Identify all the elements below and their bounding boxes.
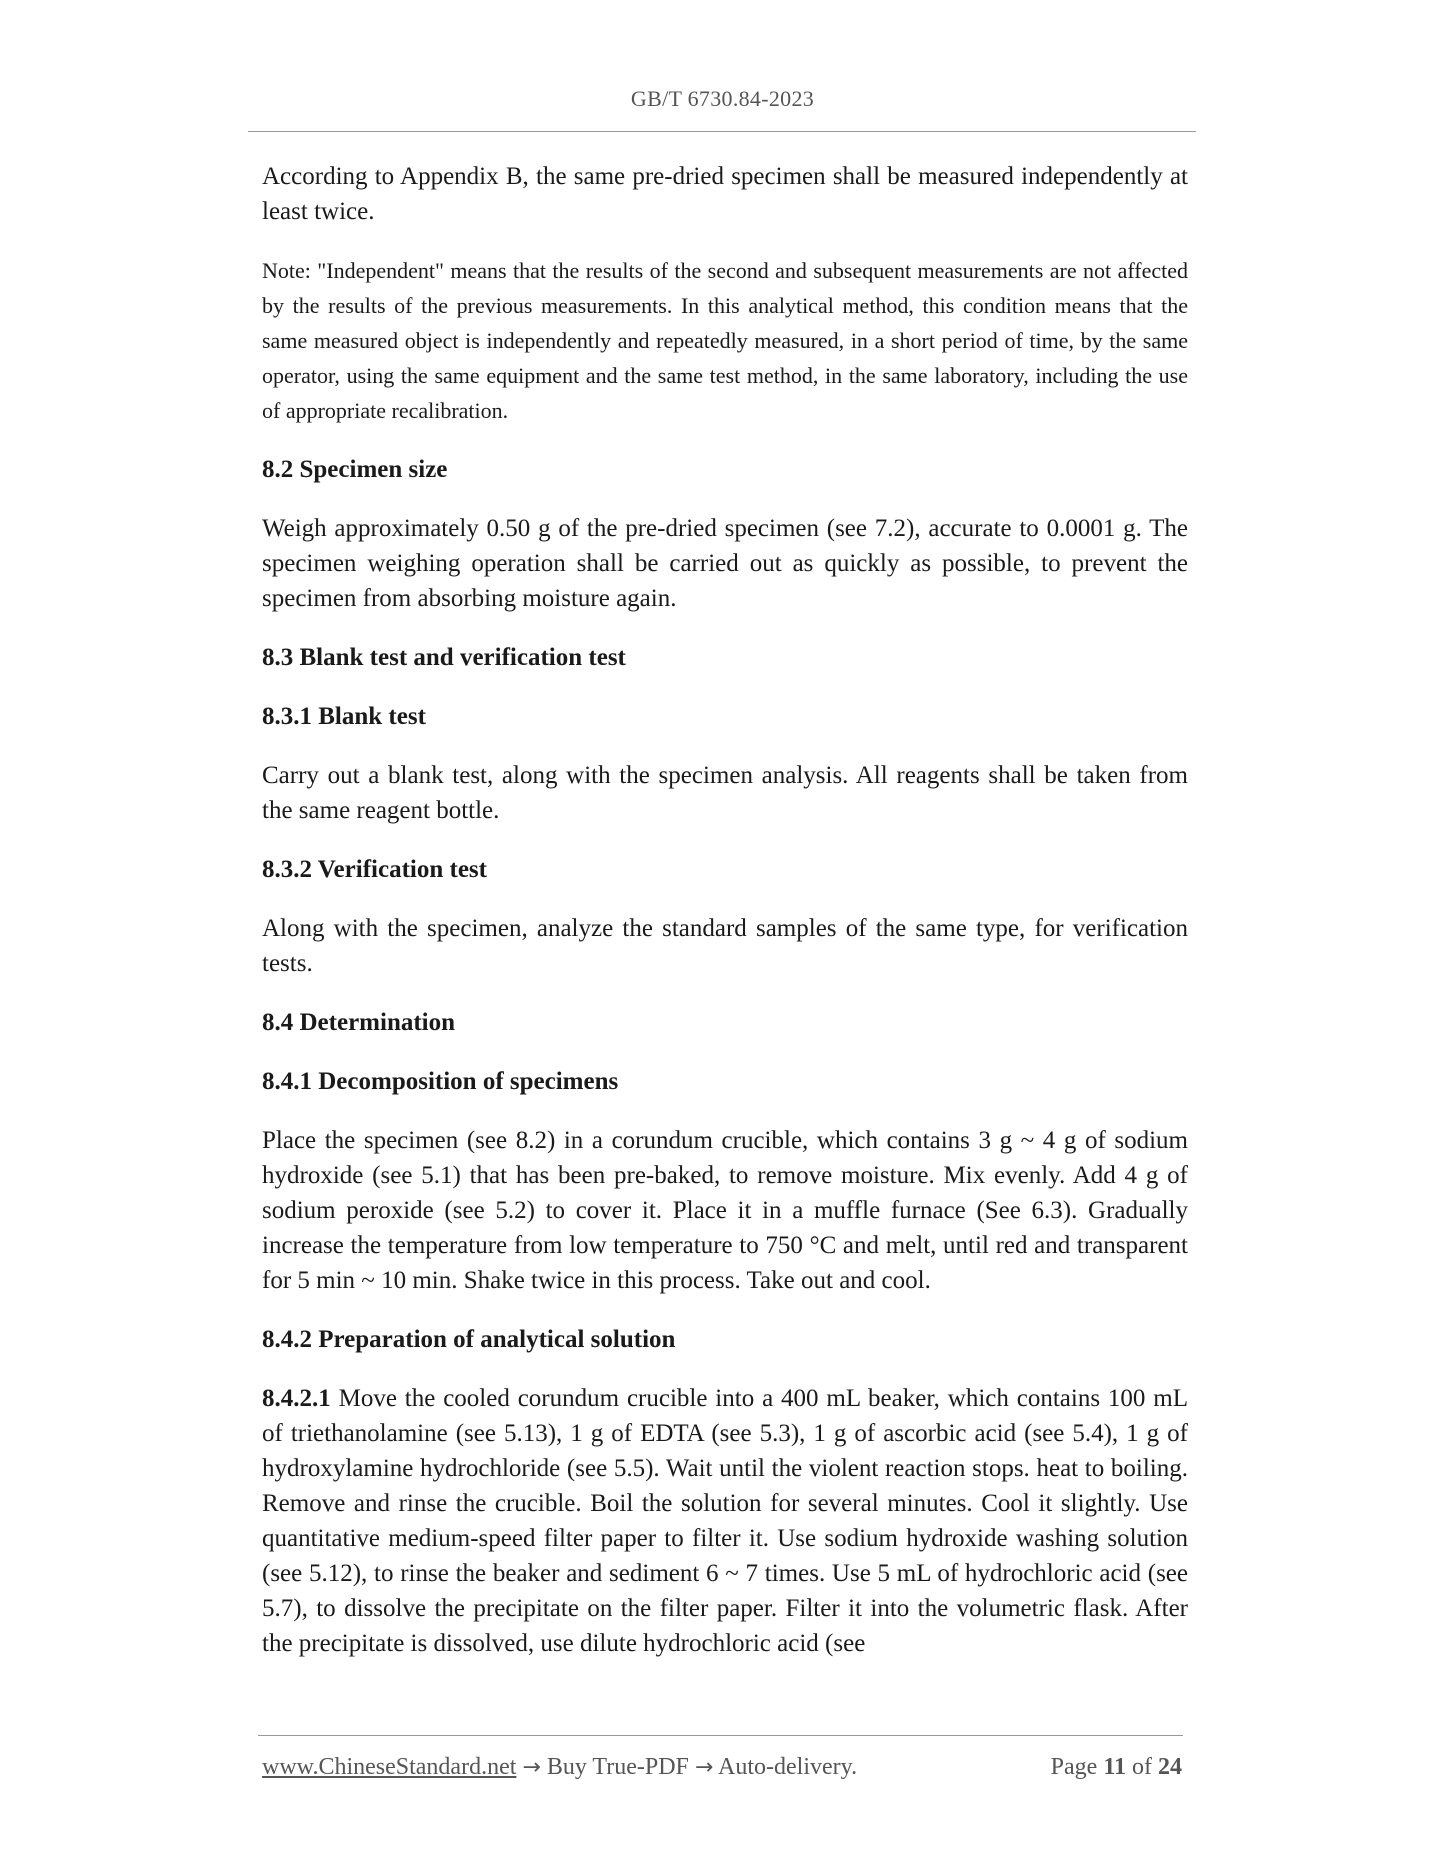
auto-delivery-text: Auto-delivery.: [713, 1754, 858, 1780]
page-indicator: [1051, 1754, 1182, 1781]
section-heading-8-3: 8.3 Blank test and verification test: [262, 644, 626, 671]
paragraph-8-3-1: Carry out a blank test, along with the specimen analysis. All reagents shall be taken from the same reagent bottle.: [262, 762, 1188, 824]
of-label: of: [1126, 1754, 1158, 1780]
note-paragraph: Note: "Independent" means that the results of the second and subsequent measurements are not affected by the results of the previous measurements. In this analytical method, this condition means that the same measured object is independently and repeatedly measured, in a short period of time, by the same operator, using the same equipment and the same test method, in the same laboratory, including the use of appropriate recalibration.: [262, 258, 1188, 423]
right-arrow-icon: →: [694, 1755, 714, 1780]
website-link[interactable]: www.ChineseStandard.net: [262, 1754, 517, 1780]
footer-promo: [262, 1754, 857, 1781]
current-page-number: 11: [1103, 1754, 1126, 1780]
clause-number-8-4-2-1: 8.4.2.1: [262, 1385, 331, 1412]
section-heading-8-3-1: 8.3.1 Blank test: [262, 703, 426, 730]
footer-divider: [258, 1735, 1183, 1736]
buy-true-pdf-text: Buy True-PDF: [540, 1754, 695, 1780]
page-footer: [262, 1754, 1182, 1786]
intro-paragraph: According to Appendix B, the same pre-dried specimen shall be measured independently at least twice.: [262, 163, 1188, 225]
paragraph-8-4-1: Place the specimen (see 8.2) in a corundum crucible, which contains 3 g ~ 4 g of sodium hydroxide (see 5.1) that has been pre-baked, to remove moisture. Mix evenly. Add 4 g of sodium peroxide (see 5.2) to cover it. Place it in a muffle furnace (See 6.3). Gradually increase the temperature from low temperature to 750 °C and melt, until red and transparent for 5 min ~ 10 min. Shake twice in this process. Take out and cool.: [262, 1127, 1188, 1294]
page-content: [262, 159, 1188, 1685]
document-header: GB/T 6730.84-2023: [630, 86, 815, 111]
paragraph-8-3-2: Along with the specimen, analyze the standard samples of the same type, for verification tests.: [262, 915, 1188, 977]
section-heading-8-2: 8.2 Specimen size: [262, 456, 448, 483]
section-heading-8-4-2: 8.4.2 Preparation of analytical solution: [262, 1326, 676, 1353]
page-label: Page: [1050, 1754, 1104, 1780]
section-heading-8-4: 8.4 Determination: [262, 1009, 456, 1036]
section-heading-8-3-2: 8.3.2 Verification test: [262, 856, 487, 883]
section-heading-8-4-1: 8.4.1 Decomposition of specimens: [262, 1068, 619, 1095]
header-divider: [248, 131, 1196, 132]
total-pages-number: 24: [1158, 1754, 1182, 1780]
clause-text-8-4-2-1: Move the cooled corundum crucible into a 400 mL beaker, which contains 100 mL of triethanolamine (see 5.13), 1 g of EDTA (see 5.3), 1 g of ascorbic acid (see 5.4), 1 g of hydroxylamine hydrochloride (see 5.5). Wait until the violent reaction stops. heat to boiling. Remove and rinse the crucible. Boil the solution for several minutes. Cool it slightly. Use quantitative medium-speed filter paper to filter it. Use sodium hydroxide washing solution (see 5.12), to rinse the beaker and sediment 6 ~ 7 times. Use 5 mL of hydrochloric acid (see 5.7), to dissolve the precipitate on the filter paper. Filter it into the volumetric flask. After the precipitate is dissolved, use dilute hydrochloric acid (see: [262, 1385, 1188, 1657]
paragraph-8-4-2-1: [262, 1381, 1188, 1661]
right-arrow-icon: →: [522, 1755, 541, 1780]
paragraph-8-2: Weigh approximately 0.50 g of the pre-dried specimen (see 7.2), accurate to 0.0001 g. The specimen weighing operation shall be carried out as quickly as possible, to prevent the specimen from absorbing moisture again.: [262, 515, 1188, 612]
